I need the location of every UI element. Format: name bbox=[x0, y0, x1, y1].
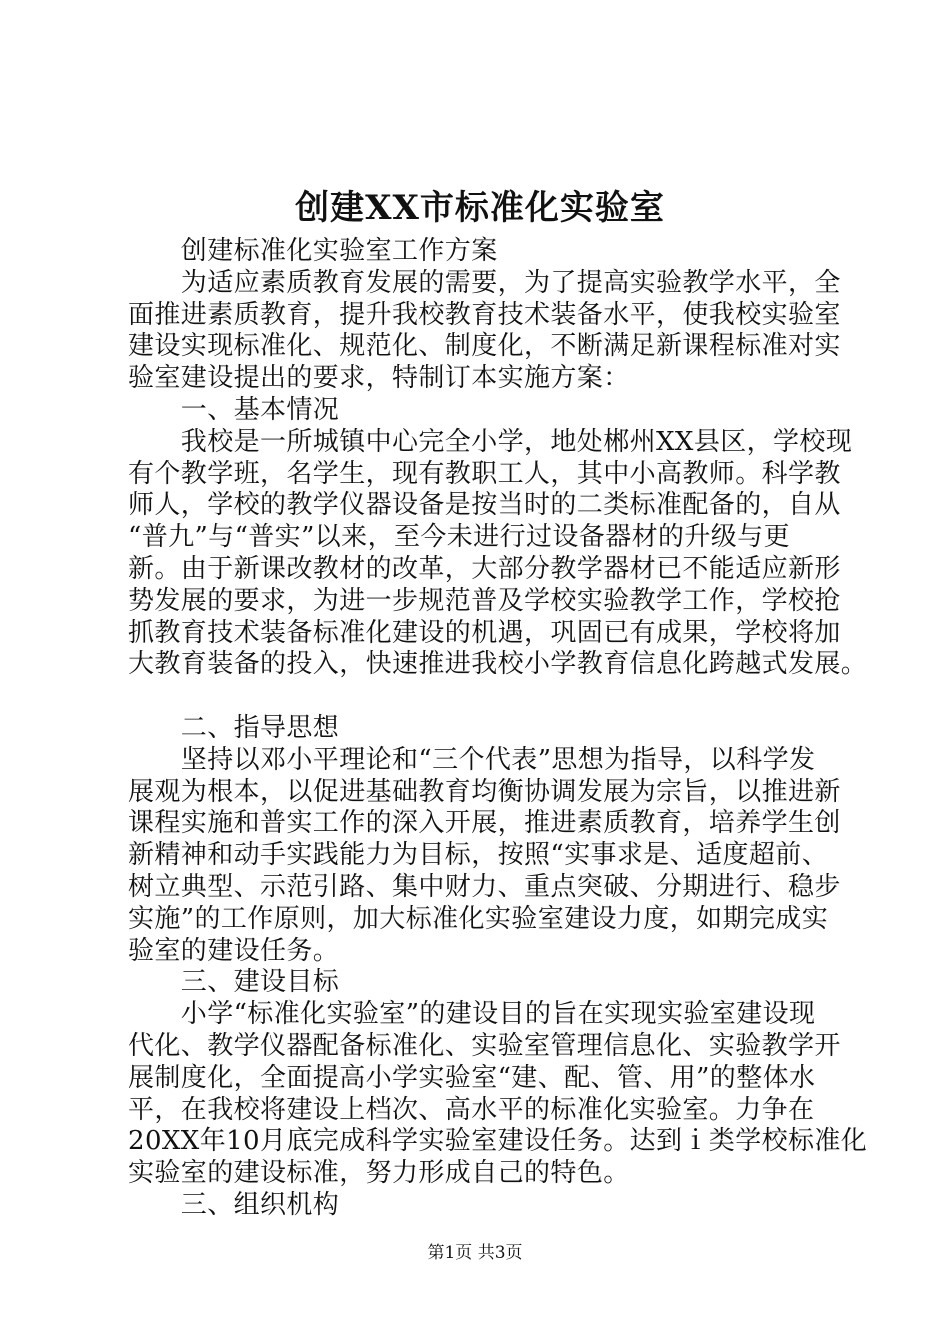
body-line: 势发展的要求，为进一步规范普及学校实验教学工作，学校抢 bbox=[128, 585, 841, 616]
body-line: 抓教育技术装备标准化建设的机遇，巩固已有成果，学校将加 bbox=[128, 617, 841, 648]
body-line: 验室建设提出的要求，特制订本实施方案： bbox=[128, 363, 630, 394]
document-body bbox=[128, 236, 868, 1222]
body-line: 有个教学班，名学生，现有教职工人，其中小高教师。科学教 bbox=[128, 458, 841, 489]
body-line: 新精神和动手实践能力为目标，按照“实事求是、适度超前、 bbox=[128, 840, 829, 871]
body-line: 我校是一所城镇中心完全小学，地处郴州XX县区，学校现 bbox=[128, 426, 853, 457]
body-line: 20XX年10月底完成科学实验室建设任务。达到ｉ类学校标准化 bbox=[128, 1126, 868, 1157]
body-line: 代化、教学仪器配备标准化、实验室管理信息化、实验教学开 bbox=[128, 1030, 841, 1061]
body-line: 树立典型、示范引路、集中财力、重点突破、分期进行、稳步 bbox=[128, 871, 841, 902]
body-line: 面推进素质教育，提升我校教育技术装备水平，使我校实验室 bbox=[128, 299, 841, 330]
body-line: 坚持以邓小平理论和“三个代表”思想为指导，以科学发 bbox=[128, 744, 816, 775]
body-line: 为适应素质教育发展的需要，为了提高实验教学水平，全 bbox=[128, 267, 841, 298]
body-line: 展观为根本，以促进基础教育均衡协调发展为宗旨，以推进新 bbox=[128, 776, 841, 807]
page-number: 第1页 共3页 bbox=[427, 1243, 523, 1263]
body-line: 大教育装备的投入，快速推进我校小学教育信息化跨越式发展。 bbox=[128, 649, 868, 680]
body-line: 实施”的工作原则，加大标准化实验室建设力度，如期完成实 bbox=[128, 903, 829, 934]
body-line: 小学“标准化实验室”的建设目的旨在实现实验室建设现 bbox=[128, 999, 816, 1030]
section-heading: 二、指导思想 bbox=[128, 712, 340, 743]
body-line: 课程实施和普实工作的深入开展，推进素质教育，培养学生创 bbox=[128, 808, 841, 839]
document-page bbox=[128, 184, 868, 1222]
body-line: 展制度化，全面提高小学实验室“建、配、管、用”的整体水 bbox=[128, 1062, 816, 1093]
body-line: “普九”与“普实”以来，至今未进行过设备器材的升级与更 bbox=[128, 522, 790, 553]
body-line: 师人，学校的教学仪器设备是按当时的二类标准配备的，自从 bbox=[128, 490, 841, 521]
blank-line bbox=[128, 681, 832, 713]
section-heading: 一、基本情况 bbox=[128, 394, 340, 425]
body-line: 建设实现标准化、规范化、制度化，不断满足新课程标准对实 bbox=[128, 331, 841, 362]
body-line: 创建标准化实验室工作方案 bbox=[128, 236, 498, 266]
body-line: 验室的建设任务。 bbox=[128, 935, 340, 966]
section-heading: 三、组织机构 bbox=[128, 1189, 340, 1220]
document-title: 创建XX市标准化实验室 bbox=[295, 188, 665, 228]
page-footer bbox=[0, 1242, 950, 1264]
body-line: 实验室的建设标准，努力形成自己的特色。 bbox=[128, 1158, 630, 1189]
section-heading: 三、建设目标 bbox=[128, 967, 340, 998]
body-line: 平，在我校将建设上档次、高水平的标准化实验室。力争在 bbox=[128, 1094, 815, 1125]
body-line: 新。由于新课改教材的改革，大部分教学器材已不能适应新形 bbox=[128, 553, 841, 584]
